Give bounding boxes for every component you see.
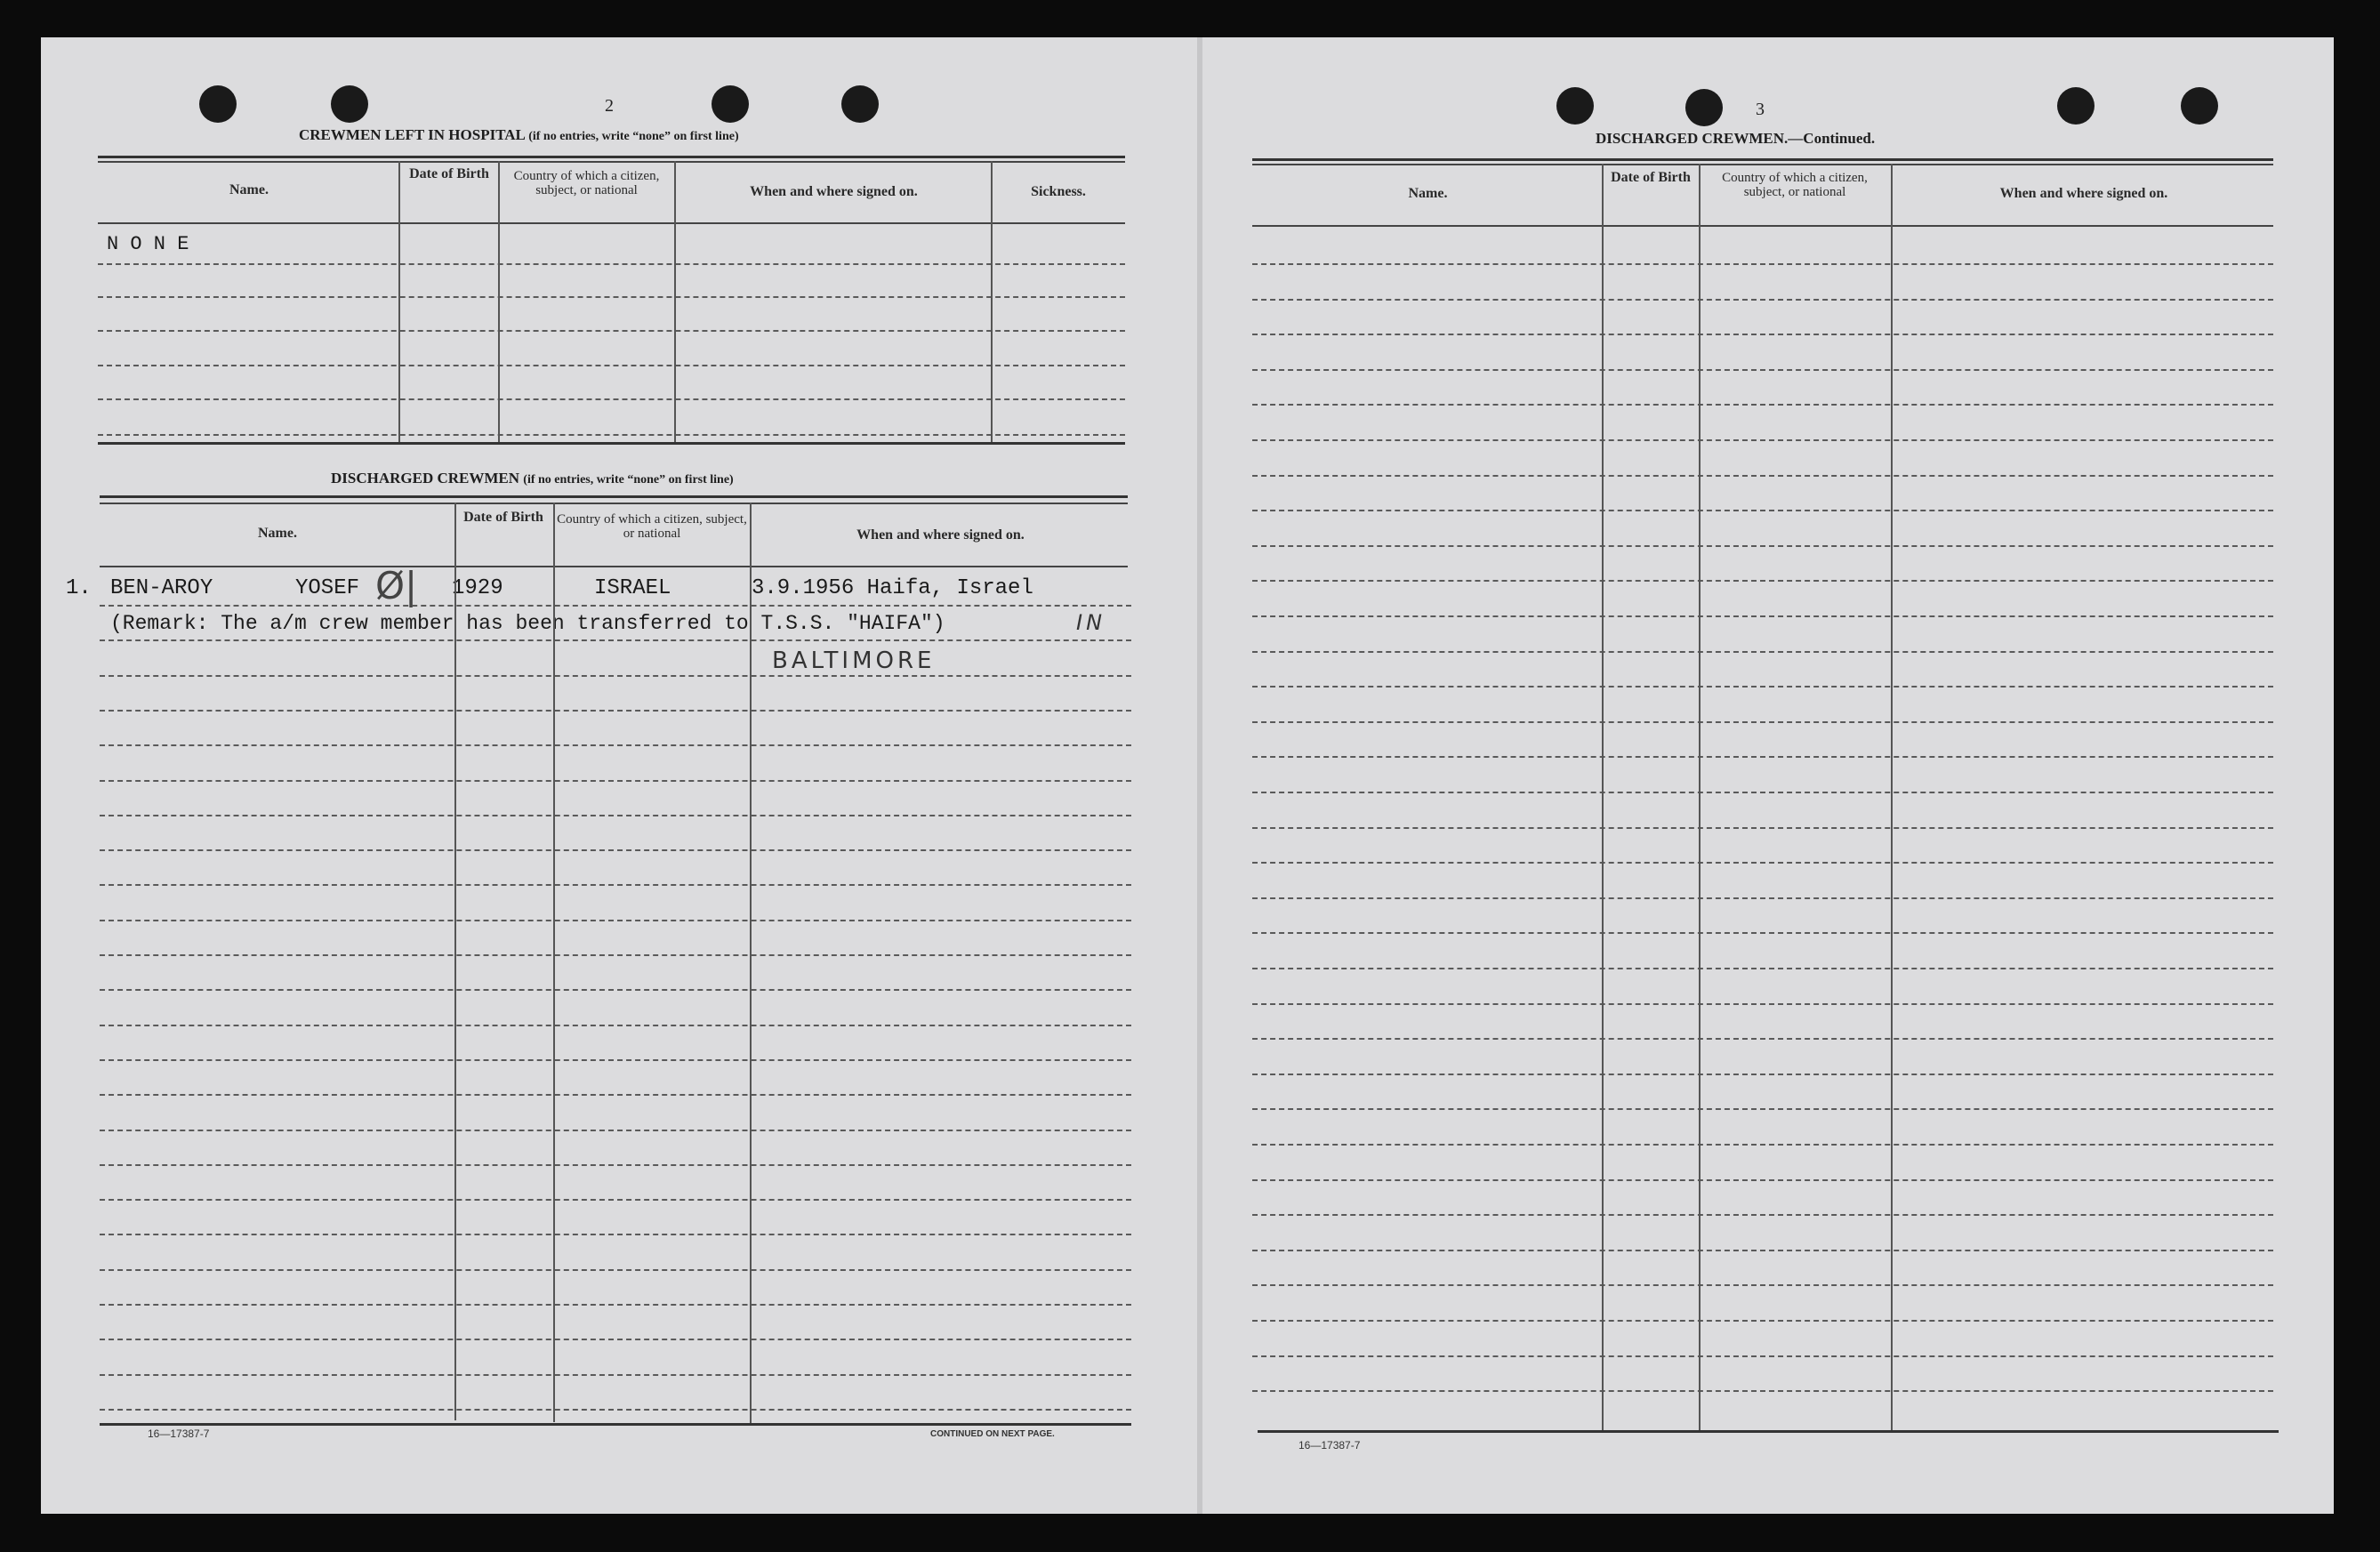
ruled-line	[1252, 968, 2273, 969]
ruled-line	[1252, 792, 2273, 793]
ruled-line	[100, 780, 1131, 782]
hospital-col-name: Name.	[229, 182, 269, 197]
hospital-col-divider	[674, 161, 676, 442]
ruled-line	[1252, 1214, 2273, 1216]
ruled-line	[1252, 1390, 2273, 1392]
hospital-row-line	[98, 434, 1125, 436]
ruled-line	[1252, 439, 2273, 441]
ruled-line	[100, 1374, 1131, 1376]
hospital-section-title	[299, 126, 739, 144]
form-number: 16—17387-7	[1299, 1439, 1361, 1451]
punch-hole	[2181, 87, 2218, 125]
discharged-instruction: (if no entries, write “none” on first line)	[523, 473, 734, 487]
right-col-divider	[1602, 164, 1604, 1430]
right-col-dob: Date of Birth	[1611, 170, 1691, 185]
ruled-line	[1252, 510, 2273, 511]
discharged-col-signed: When and where signed on.	[856, 527, 1025, 543]
ruled-line	[1252, 615, 2273, 617]
ruled-line	[1252, 545, 2273, 547]
discharged-col-country: Country of which a citizen, subject, or national	[557, 512, 747, 541]
right-col-name: Name.	[1408, 186, 1448, 201]
ruled-line	[1252, 1250, 2273, 1251]
ruled-line	[1252, 1284, 2273, 1286]
ruled-line	[1252, 299, 2273, 301]
hospital-row-line	[98, 263, 1125, 265]
ruled-line	[100, 675, 1131, 677]
ruled-line	[1252, 369, 2273, 371]
ruled-line	[1252, 404, 2273, 406]
entry-remark: (Remark: The a/m crew member has been transferred to T.S.S. "HAIFA")	[110, 612, 945, 635]
hospital-title-text: CREWMEN LEFT IN HOSPITAL	[299, 126, 525, 143]
punch-hole	[2057, 87, 2095, 125]
ruled-line	[1252, 721, 2273, 723]
discharged-header-rule	[100, 566, 1128, 567]
handwritten-in: IN	[1076, 610, 1106, 635]
punch-hole	[712, 85, 749, 123]
discharged-col-dob: Date of Birth	[463, 510, 543, 525]
ruled-line	[1252, 686, 2273, 688]
ruled-line	[100, 1094, 1131, 1096]
ruled-line	[1252, 1074, 2273, 1075]
discharged-section-title	[331, 470, 734, 487]
ruled-line	[1252, 1038, 2273, 1040]
right-section-title: DISCHARGED CREWMEN.—Continued.	[1596, 130, 1876, 147]
ruled-line	[1252, 580, 2273, 582]
discharged-table-top-rule	[100, 495, 1128, 498]
ruled-line	[100, 1059, 1131, 1061]
right-col-divider	[1891, 164, 1893, 1430]
hospital-row-line	[98, 398, 1125, 400]
right-page	[1201, 37, 2334, 1514]
page-fold	[1197, 37, 1202, 1514]
hospital-row-line	[98, 365, 1125, 366]
right-table-top-rule-2	[1252, 164, 2273, 165]
right-col-country: Country of which a citizen, subject, or national	[1722, 171, 1868, 199]
ruled-line	[100, 1199, 1131, 1201]
ruled-line	[100, 1304, 1131, 1306]
ruled-line	[100, 639, 1131, 641]
ruled-line	[1252, 1003, 2273, 1005]
ruled-line	[100, 1025, 1131, 1026]
right-table-bottom-rule	[1258, 1430, 2279, 1433]
discharged-table-bottom-rule	[100, 1423, 1131, 1426]
discharged-col-divider	[553, 503, 555, 1422]
ruled-line	[1252, 897, 2273, 899]
punch-hole	[1685, 89, 1723, 126]
hospital-first-entry: N O N E	[107, 233, 189, 255]
ruled-line	[100, 815, 1131, 816]
hospital-col-sickness: Sickness.	[1031, 184, 1086, 199]
ruled-line	[1252, 651, 2273, 653]
hospital-header-rule	[98, 222, 1125, 224]
ruled-line	[1252, 1320, 2273, 1322]
hospital-col-divider	[991, 161, 993, 442]
right-col-divider	[1699, 164, 1701, 1430]
continued-note: CONTINUED ON NEXT PAGE.	[930, 1429, 1055, 1439]
hospital-table-top-rule	[98, 156, 1125, 158]
page-number: 2	[605, 96, 614, 116]
handwritten-place: BALTIMORE	[772, 647, 936, 674]
ruled-line	[1252, 756, 2273, 758]
punch-hole	[1556, 87, 1594, 125]
hospital-col-dob: Date of Birth	[409, 166, 489, 181]
ruled-line	[1252, 1355, 2273, 1357]
hospital-col-country: Country of which a citizen, subject, or national	[513, 169, 660, 197]
ruled-line	[1252, 1108, 2273, 1110]
handwritten-mark: Ø|	[375, 564, 418, 607]
ruled-line	[100, 1269, 1131, 1271]
page-number: 3	[1756, 100, 1765, 119]
ruled-line	[100, 849, 1131, 851]
hospital-col-divider	[398, 161, 400, 442]
ruled-line	[1252, 1179, 2273, 1181]
entry-given-name: YOSEF	[295, 576, 360, 600]
right-header-rule	[1252, 225, 2273, 227]
hospital-table-top-rule-2	[98, 161, 1125, 163]
ruled-line	[100, 1130, 1131, 1131]
form-number: 16—17387-7	[148, 1427, 210, 1440]
discharged-col-divider	[750, 503, 752, 1423]
ruled-line	[100, 744, 1131, 746]
ruled-line	[1252, 475, 2273, 477]
entry-surname: BEN-AROY	[110, 576, 213, 600]
hospital-col-divider	[498, 161, 500, 442]
hospital-row-line	[98, 296, 1125, 298]
ruled-line	[1252, 862, 2273, 864]
punch-hole	[331, 85, 368, 123]
ruled-line	[1252, 263, 2273, 265]
ruled-line	[100, 884, 1131, 886]
right-table-top-rule	[1252, 158, 2273, 161]
right-col-signed: When and where signed on.	[1999, 186, 2168, 201]
ruled-line	[1252, 932, 2273, 934]
ruled-line	[1252, 334, 2273, 335]
ruled-line	[100, 1409, 1131, 1411]
entry-number: 1.	[66, 576, 92, 600]
hospital-col-signed: When and where signed on.	[750, 184, 918, 199]
ruled-line	[1252, 827, 2273, 829]
ruled-line	[100, 1234, 1131, 1235]
ruled-line	[100, 605, 1131, 607]
ruled-line	[100, 920, 1131, 921]
punch-hole	[841, 85, 879, 123]
ruled-line	[100, 1339, 1131, 1340]
ruled-line	[100, 954, 1131, 956]
entry-date-of-birth: 1929	[452, 576, 503, 600]
ruled-line	[100, 1164, 1131, 1166]
discharged-title-text: DISCHARGED CREWMEN	[331, 470, 520, 487]
hospital-table-bottom-rule	[98, 442, 1125, 445]
ruled-line	[100, 989, 1131, 991]
ruled-line	[1252, 1144, 2273, 1146]
discharged-table-top-rule-2	[100, 503, 1128, 504]
entry-country: ISRAEL	[594, 576, 671, 600]
entry-signed-on: 3.9.1956 Haifa, Israel	[752, 576, 1033, 600]
left-page	[41, 37, 1199, 1514]
punch-hole	[199, 85, 237, 123]
hospital-instruction: (if no entries, write “none” on first line)	[528, 130, 739, 143]
ruled-line	[100, 710, 1131, 712]
discharged-col-name: Name.	[258, 526, 297, 541]
hospital-row-line	[98, 330, 1125, 332]
discharged-col-divider	[454, 503, 456, 1420]
